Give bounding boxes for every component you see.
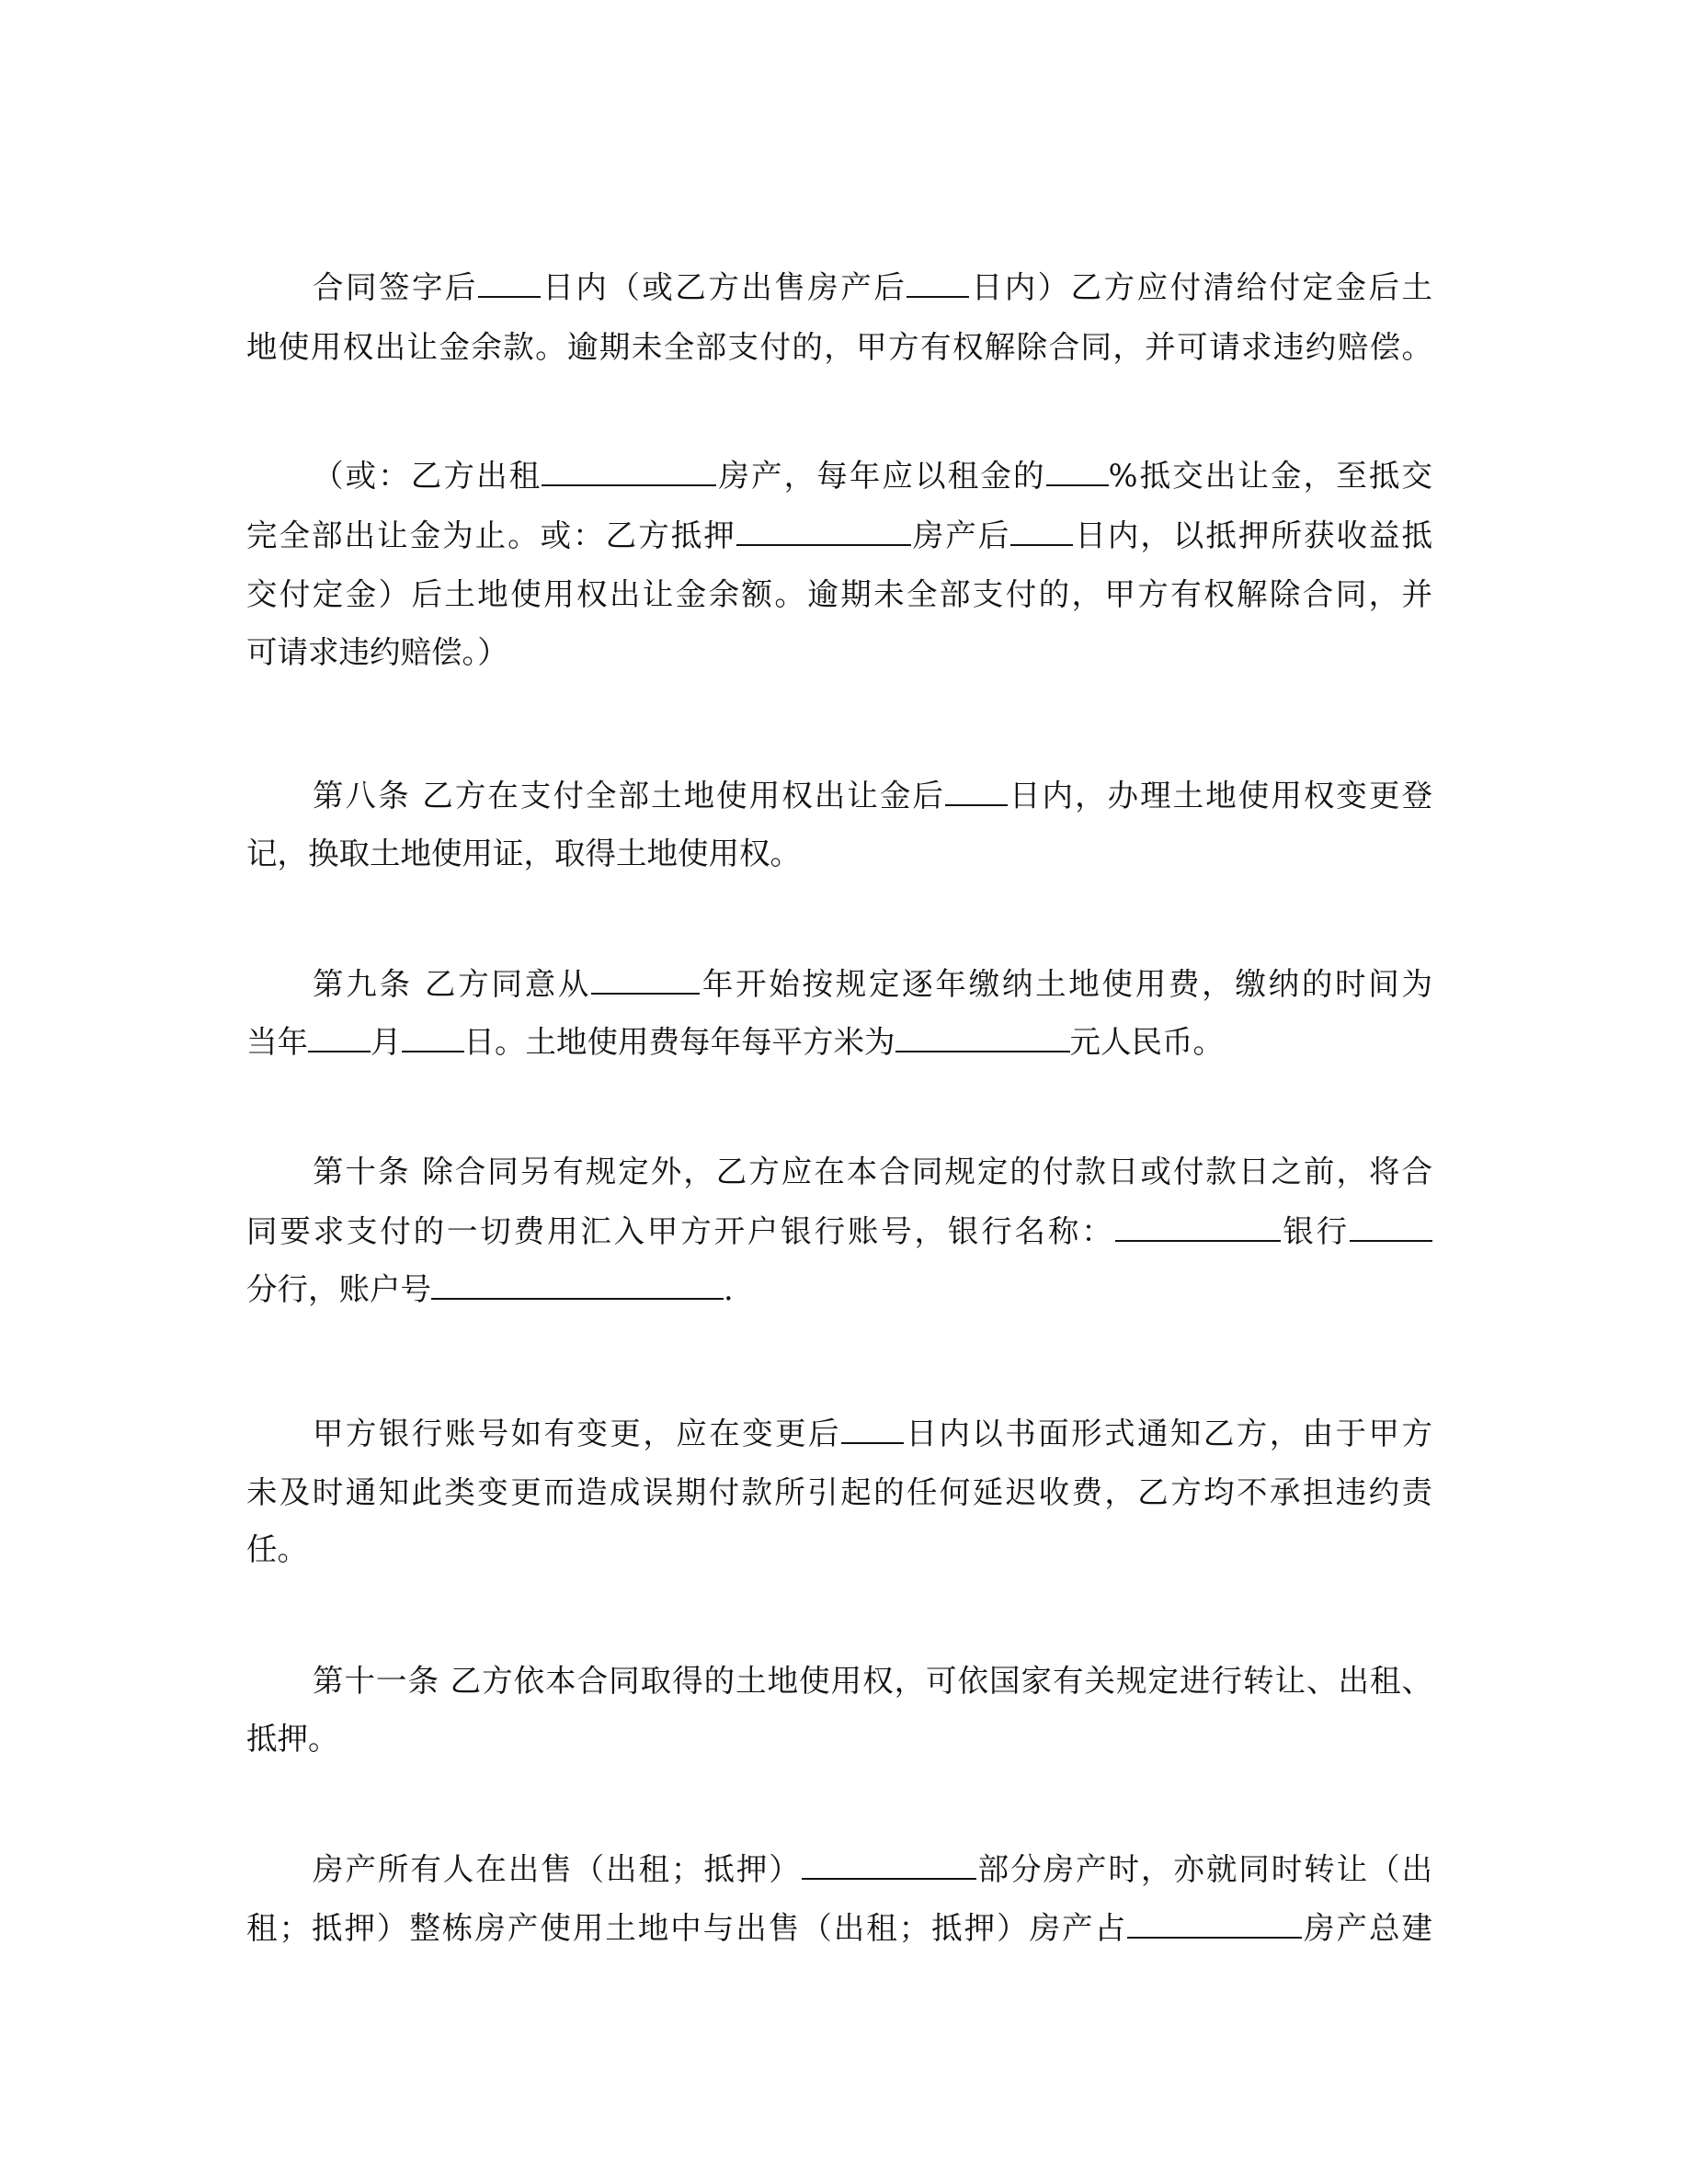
text-line: 第八条 乙方在支付全部土地使用权出让金后 日内，办理土地使用权变更登 bbox=[313, 778, 1432, 813]
text-line: 分行，账户号 . bbox=[246, 1271, 734, 1307]
fill-blank bbox=[945, 777, 1008, 806]
text-line: 交付定金）后土地使用权出让金余额。逾期未全部支付的，甲方有权解除合同，并 bbox=[246, 576, 1432, 612]
fill-blank bbox=[1350, 1212, 1432, 1242]
fill-blank bbox=[1115, 1212, 1281, 1242]
fill-blank bbox=[1127, 1909, 1302, 1939]
text-line: 完全部出让金为止。或：乙方抵押 房产后 日内，以抵押所获收益抵 bbox=[246, 518, 1432, 553]
text-line: 第十一条 乙方依本合同取得的土地使用权，可依国家有关规定进行转让、出租、 bbox=[313, 1663, 1432, 1699]
fill-blank bbox=[841, 1415, 904, 1444]
text-line: 未及时通知此类变更而造成误期付款所引起的任何延迟收费，乙方均不承担违约责 bbox=[246, 1474, 1432, 1510]
text-line: 第九条 乙方同意从 年开始按规定逐年缴纳土地使用费，缴纳的时间为 bbox=[313, 966, 1432, 1002]
text-line: 任。 bbox=[246, 1531, 308, 1567]
text-line: 房产所有人在出售（出租；抵押） 部分房产时，亦就同时转让（出 bbox=[313, 1851, 1432, 1887]
text-line: 第十条 除合同另有规定外，乙方应在本合同规定的付款日或付款日之前，将合 bbox=[313, 1154, 1432, 1189]
fill-blank bbox=[542, 457, 716, 486]
fill-blank bbox=[402, 1023, 464, 1052]
text-line: 甲方银行账号如有变更，应在变更后 日内以书面形式通知乙方，由于甲方 bbox=[313, 1416, 1432, 1451]
text-line: 可请求违约赔偿。） bbox=[246, 634, 508, 670]
text-line: 当年 月 日。土地使用费每年每平方米为 元人民币。 bbox=[246, 1024, 1224, 1060]
fill-blank bbox=[802, 1850, 976, 1880]
fill-blank bbox=[431, 1270, 724, 1300]
fill-blank bbox=[308, 1023, 371, 1052]
fill-blank bbox=[478, 268, 541, 298]
text-line: 合同签字后 日内（或乙方出售房产后 日内）乙方应付清给付定金后土 bbox=[313, 269, 1432, 305]
fill-blank bbox=[895, 1023, 1070, 1052]
fill-blank bbox=[736, 517, 911, 546]
text-line: （或：乙方出租 房产，每年应以租金的 %抵交出让金，至抵交 bbox=[313, 458, 1432, 494]
text-line: 租；抵押）整栋房产使用土地中与出售（出租；抵押）房产占 房产总建 bbox=[246, 1910, 1432, 1946]
text-line: 抵押。 bbox=[246, 1721, 339, 1757]
text-line: 记，换取土地使用证，取得土地使用权。 bbox=[246, 836, 801, 871]
fill-blank bbox=[591, 965, 700, 995]
text-line: 地使用权出让金余款。逾期未全部支付的，甲方有权解除合同，并可请求违约赔偿。 bbox=[246, 329, 1432, 365]
fill-blank bbox=[1046, 457, 1109, 486]
fill-blank bbox=[907, 268, 969, 298]
fill-blank bbox=[1010, 517, 1073, 546]
text-line: 同要求支付的一切费用汇入甲方开户银行账号，银行名称： 银行 bbox=[246, 1204, 1432, 1259]
